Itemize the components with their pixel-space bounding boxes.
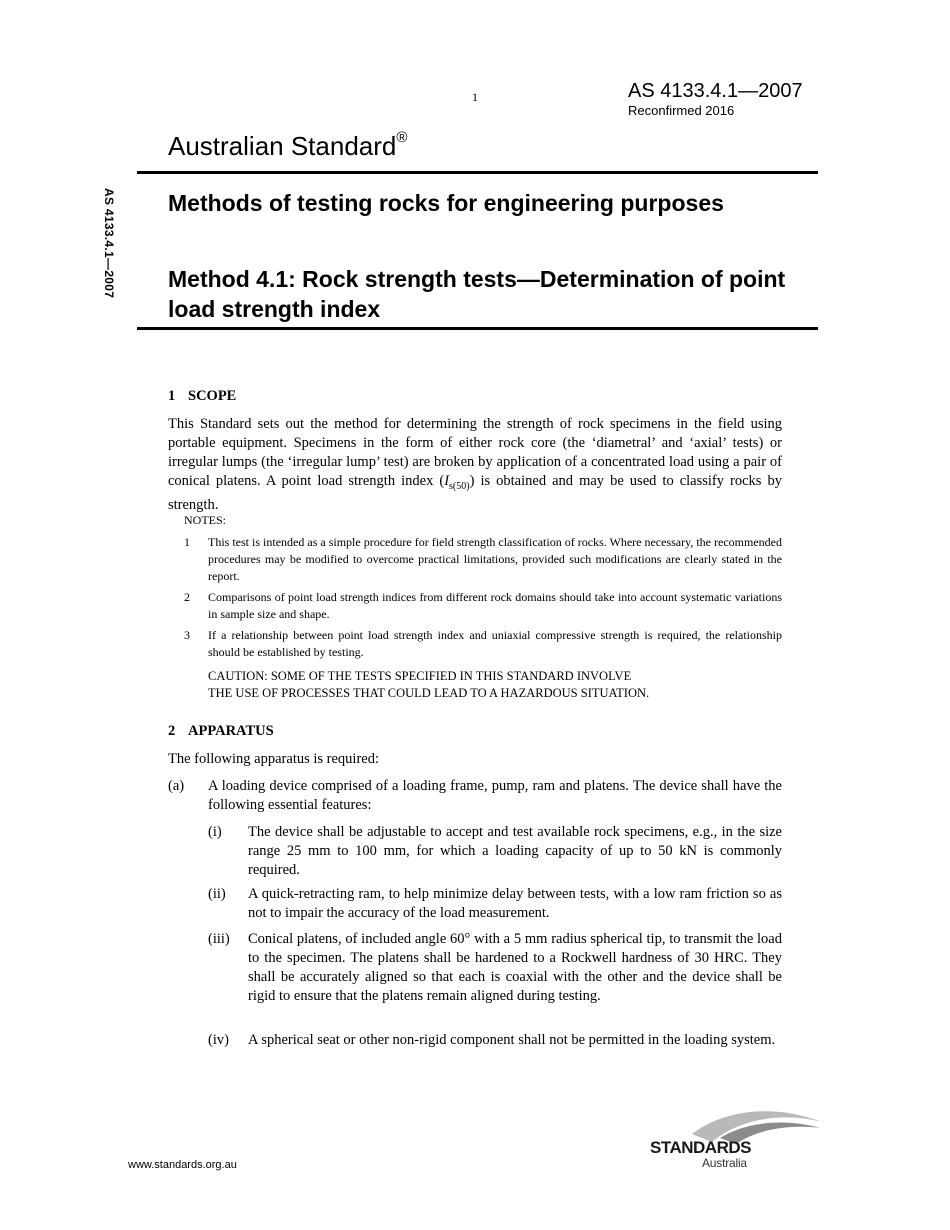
page-number: 1 xyxy=(472,90,478,104)
standard-number: AS 4133.4.1—2007 xyxy=(628,80,803,102)
brand-title-text: Australian Standard xyxy=(168,131,397,161)
logo-subtext: Australia xyxy=(702,1156,747,1170)
scope-paragraph xyxy=(168,415,782,515)
sub-item-text: The device shall be adjustable to accept and test available rock specimens, e.g., in the size range 25 mm to 100 mm, for which a loading capacity of up to 50 kN is commonly required. xyxy=(248,824,782,878)
note-item xyxy=(184,627,782,661)
section-number: 2 xyxy=(168,723,176,739)
note-text: If a relationship between point load strength index and uniaxial compressive strength is required, the relationship should be established by testing. xyxy=(208,628,782,659)
section-title: SCOPE xyxy=(188,388,237,404)
logo-wordmark: STANDARDS xyxy=(650,1138,751,1157)
standards-australia-logo xyxy=(650,1104,825,1170)
side-margin-text: AS 4133.4.1—2007 xyxy=(102,188,116,299)
sub-item-iv xyxy=(208,1031,782,1050)
note-number: 1 xyxy=(184,535,190,549)
brand-title xyxy=(168,131,407,162)
sub-item-label: (iv) xyxy=(208,1032,229,1048)
index-symbol: I xyxy=(444,473,450,489)
section-number: 1 xyxy=(168,388,176,404)
apparatus-intro: The following apparatus is required: xyxy=(168,751,379,767)
side-margin-label xyxy=(100,188,120,318)
sub-item-label: (iii) xyxy=(208,931,230,947)
note-text: This test is intended as a simple procedure for field strength classification of rocks. Where necessary, the recommended procedures may be modified to overcome practical limitations, provided such modifications are clearly stated in the report. xyxy=(208,535,782,583)
registered-mark: ® xyxy=(396,129,408,146)
scope-text-pre: This Standard sets out the method for determining the strength of rock specimens in the field using portable equipment. Specimens in the form of either rock core (the ‘diametral’ and ‘axial’ tests) or irregular lumps (the ‘irregular lump’ test) are broken by application of a concentrated load using a pair of conical platens. A point load strength index ( xyxy=(168,416,782,489)
bottom-rule xyxy=(137,327,818,330)
note-item xyxy=(184,589,782,623)
note-number: 2 xyxy=(184,590,190,604)
method-title: Method 4.1: Rock strength tests—Determination of point load strength index xyxy=(168,266,786,322)
sub-item-text: Conical platens, of included angle 60° with a 5 mm radius spherical tip, to transmit the load to the specimen. The platens shall be hardened to a Rockwell hardness of 30 HRC. They shall be accurately aligned so that each is coaxial with the other and the device shall be rigid to ensure that the platens remain aligned during testing. xyxy=(248,931,782,1004)
list-text: A loading device comprised of a loading frame, pump, ram and platens. The device shall have the following essential features: xyxy=(208,778,782,813)
list-item-a xyxy=(168,777,782,815)
note-text: Comparisons of point load strength indices from different rock domains should take into account systematic variations in sample size and shape. xyxy=(208,590,782,621)
caution-line-2: THE USE OF PROCESSES THAT COULD LEAD TO A HAZARDOUS SITUATION. xyxy=(208,686,650,700)
sub-item-text: A spherical seat or other non-rigid component shall not be permitted in the loading system. xyxy=(248,1032,776,1048)
section-heading-apparatus xyxy=(168,723,274,740)
sub-item-label: (ii) xyxy=(208,886,226,902)
index-symbol-subscript: s(50) xyxy=(449,480,470,492)
top-rule xyxy=(137,171,818,174)
notes-label: NOTES: xyxy=(184,513,226,527)
sub-item-iii xyxy=(208,930,782,1006)
scope-text-post: ) is obtained and may be used to classify rocks by strength. xyxy=(168,473,782,513)
sub-item-i xyxy=(208,823,782,880)
note-item xyxy=(184,534,782,585)
sub-item-label: (i) xyxy=(208,824,222,840)
caution-line-1: CAUTION: SOME OF THE TESTS SPECIFIED IN THIS STANDARD INVOLVE xyxy=(208,669,632,683)
caution-notice xyxy=(208,668,768,702)
document-title: Methods of testing rocks for engineering purposes xyxy=(168,190,724,216)
note-number: 3 xyxy=(184,628,190,642)
footer-url: www.standards.org.au xyxy=(128,1159,237,1171)
section-heading-scope xyxy=(168,388,236,405)
reconfirmed-note: Reconfirmed 2016 xyxy=(628,103,735,118)
sub-item-text: A quick-retracting ram, to help minimize delay between tests, with a low ram friction so as not to impair the accuracy of the load measurement. xyxy=(248,886,782,921)
list-label: (a) xyxy=(168,778,185,794)
sub-item-ii xyxy=(208,885,782,923)
section-title: APPARATUS xyxy=(188,723,274,739)
